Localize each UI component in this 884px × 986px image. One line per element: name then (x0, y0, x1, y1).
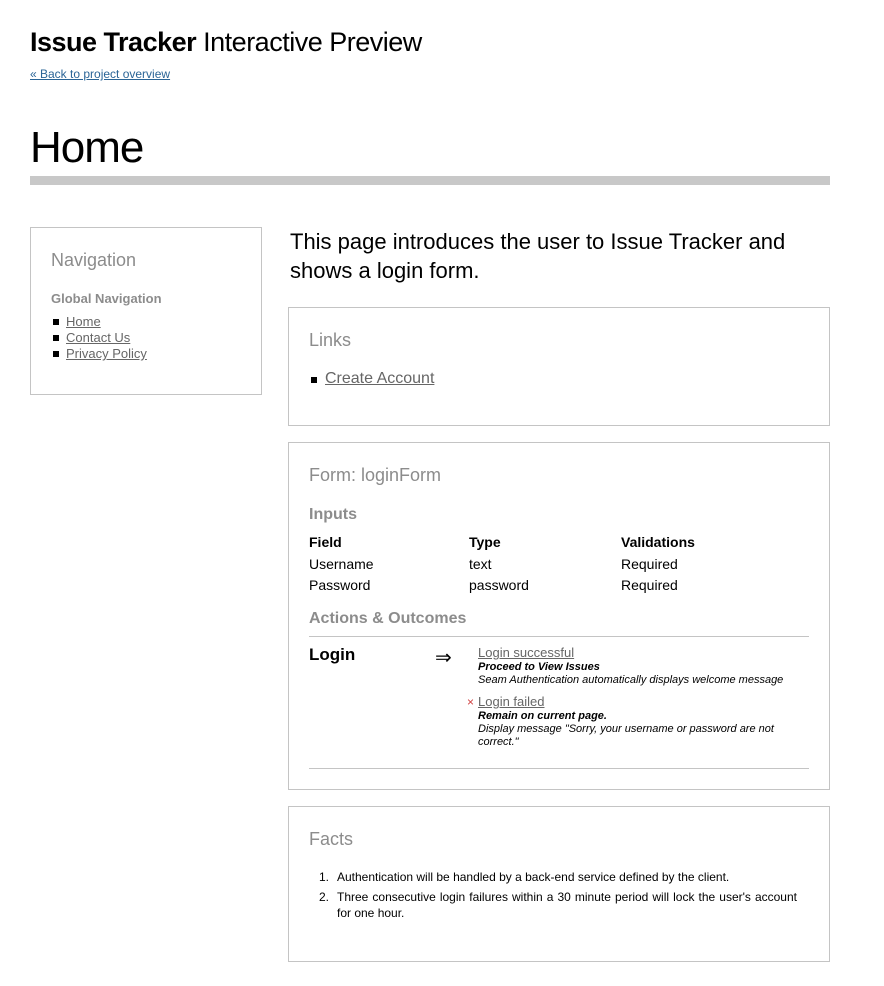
login-form-panel (288, 442, 830, 790)
navigation-title: Navigation (51, 250, 137, 270)
type-cell: password (469, 576, 529, 593)
links-panel (288, 307, 830, 426)
action-login-label: Login (309, 645, 356, 664)
field-cell: Username (309, 555, 374, 572)
table-row (309, 553, 791, 574)
nav-link-privacy-policy[interactable]: Privacy Policy (66, 346, 147, 361)
nav-link-contact-us[interactable]: Contact Us (66, 330, 131, 345)
facts-panel (288, 806, 830, 962)
outcome-description: Remain on current page. (478, 710, 607, 722)
type-cell: text (469, 555, 492, 572)
field-cell: Password (309, 576, 371, 593)
create-account-link[interactable]: Create Account (325, 370, 435, 387)
nav-item-privacy-policy (53, 346, 147, 362)
fact-text: Authentication will be handled by a back-end service defined by the client. (337, 870, 730, 884)
fact-number: 1. (319, 870, 330, 884)
inputs-label: Inputs (309, 506, 357, 523)
column-header-field: Field (309, 534, 342, 550)
nav-item-home (53, 314, 147, 330)
error-x-icon: × (467, 695, 475, 709)
back-to-project-link[interactable]: « Back to project overview (30, 67, 171, 81)
validation-cell: Required (621, 576, 678, 593)
links-item (311, 370, 434, 388)
column-header-validations: Validations (621, 534, 695, 550)
navigation-panel (30, 227, 262, 395)
outcome-login-failed-link[interactable]: Login failed (478, 694, 545, 709)
outcome-note: Display message "Sorry, your username or password are not correct." (478, 723, 774, 748)
links-list (311, 370, 434, 388)
fact-text: Three consecutive login failures within a 30 minute period will lock the user's account for one hour. (337, 890, 797, 920)
outcome-item (467, 694, 808, 749)
app-brand: Issue Tracker (30, 27, 197, 57)
global-navigation-label: Global Navigation (51, 291, 162, 306)
table-row (309, 574, 791, 595)
inputs-header-row (309, 531, 791, 553)
title-divider (30, 176, 830, 185)
nav-link-home[interactable]: Home (66, 314, 101, 329)
facts-title: Facts (309, 829, 354, 849)
outcome-description: Proceed to View Issues (478, 661, 600, 673)
arrow-right-icon: ⇒ (435, 647, 452, 669)
outcome-item (478, 646, 808, 687)
validation-cell: Required (621, 555, 678, 572)
outcomes-list (467, 645, 808, 749)
global-navigation-list (53, 314, 147, 362)
outcome-note: Seam Authentication automatically displays welcome message (478, 674, 784, 686)
fact-number: 2. (319, 890, 330, 904)
form-title: Form: loginForm (309, 465, 442, 485)
actions-outcomes-label: Actions & Outcomes (309, 610, 467, 627)
nav-item-contact-us (53, 330, 147, 346)
app-title (30, 24, 422, 60)
inputs-table (309, 531, 791, 595)
column-header-type: Type (469, 534, 501, 550)
outcome-header (467, 694, 808, 710)
list-item (309, 869, 797, 885)
outcome-header (478, 646, 808, 661)
list-item (309, 889, 797, 921)
links-title: Links (309, 330, 352, 350)
page-title: Home (30, 123, 144, 172)
actions-divider-top (309, 636, 809, 637)
outcome-login-successful-link[interactable]: Login successful (478, 645, 575, 660)
app-subtitle: Interactive Preview (203, 27, 422, 57)
facts-list (309, 869, 797, 925)
page-intro: This page introduces the user to Issue Tracker and shows a login form. (290, 229, 786, 283)
actions-divider-bottom (309, 768, 809, 769)
